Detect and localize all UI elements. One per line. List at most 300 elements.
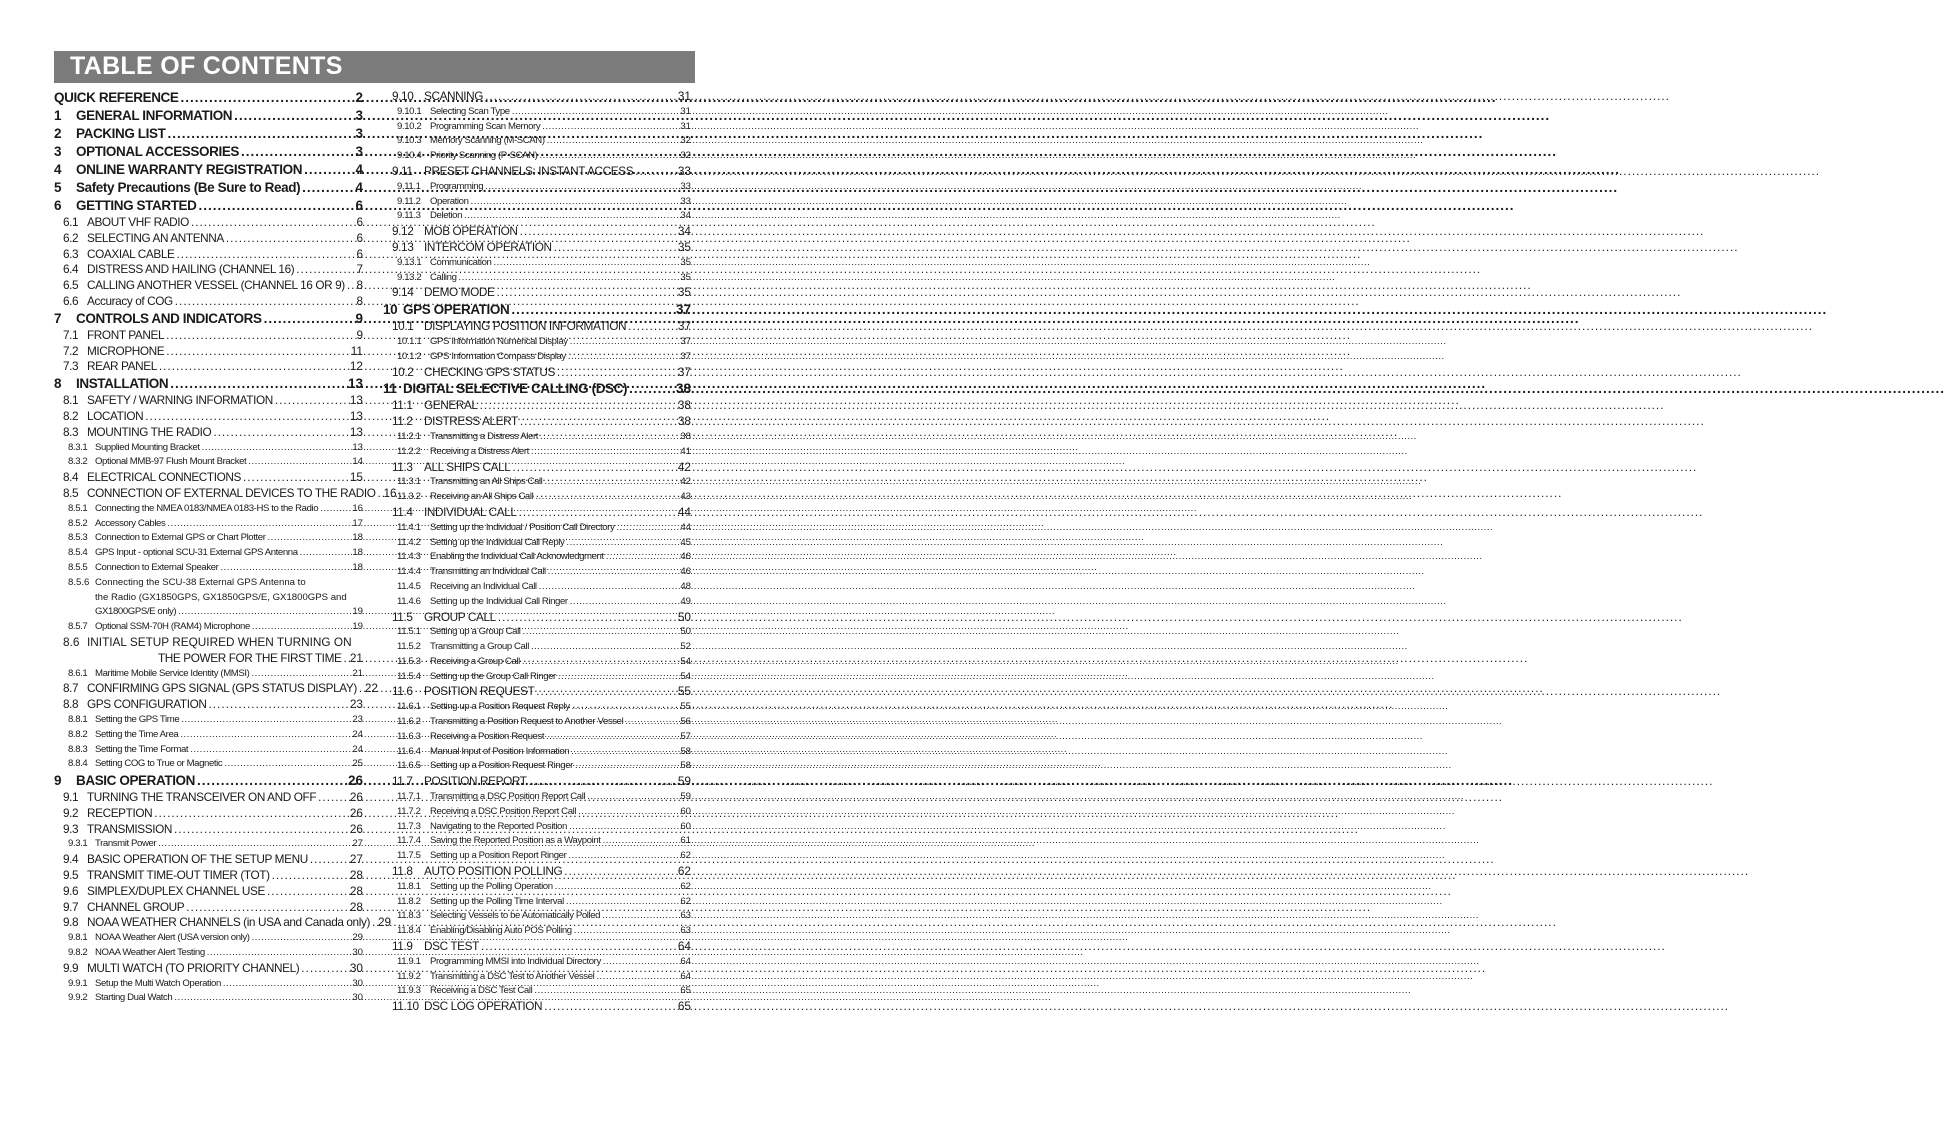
section-title: Starting Dual Watch	[95, 992, 173, 1004]
dot-leader	[512, 105, 679, 120]
page-number: 33	[680, 180, 691, 192]
toc-entry[interactable]	[383, 595, 691, 610]
toc-entry[interactable]	[383, 984, 691, 999]
toc-entry[interactable]	[383, 700, 691, 715]
dot-leader	[539, 149, 678, 164]
entry-label	[68, 743, 188, 758]
dot-leader	[628, 319, 676, 335]
section-number: 9.13.2	[397, 271, 422, 283]
toc-entry[interactable]	[383, 195, 691, 210]
toc-entry[interactable]	[54, 278, 363, 294]
toc-entry[interactable]	[54, 441, 363, 456]
dot-leader	[320, 502, 350, 517]
dot-leader	[377, 486, 381, 502]
entry-label	[392, 224, 518, 240]
toc-entry[interactable]	[54, 231, 363, 247]
toc-entry[interactable]	[54, 161, 363, 179]
section-title: Manual Input of Position Information	[430, 745, 570, 757]
toc-entry[interactable]	[54, 681, 378, 697]
entry-label	[63, 915, 370, 931]
dot-leader	[544, 475, 678, 490]
toc-entry[interactable]	[383, 640, 691, 655]
section-title: BASIC OPERATION OF THE SETUP MENU	[87, 852, 308, 867]
page-number: 54	[680, 655, 691, 667]
toc-entry[interactable]	[383, 565, 691, 580]
section-title: Transmitting a Distress Alert	[430, 430, 538, 442]
entry-label	[397, 490, 533, 505]
page-number: 42	[677, 459, 691, 474]
page-number: 46	[680, 566, 691, 578]
toc-entry[interactable]	[383, 730, 691, 745]
dot-leader	[493, 256, 678, 271]
toc-entry[interactable]	[54, 667, 363, 682]
toc-entry[interactable]	[54, 728, 363, 743]
section-number: 11.9.1	[397, 955, 421, 967]
section-title: Selecting Scan Type	[430, 105, 510, 117]
entry-label	[397, 670, 556, 685]
dot-leader	[603, 834, 679, 849]
section-title: GROUP CALL	[424, 609, 496, 624]
entry-label	[68, 620, 250, 635]
toc-entry[interactable]	[54, 107, 363, 125]
section-number: 7.1	[63, 327, 79, 342]
section-title: COAXIAL CABLE	[87, 246, 175, 261]
page-number: 37	[677, 319, 691, 334]
page-number: 59	[680, 791, 691, 803]
dot-leader	[343, 651, 347, 667]
entry-label	[95, 591, 347, 606]
section-number: 11.5.1	[397, 626, 421, 638]
page-number: 62	[680, 895, 691, 907]
toc-entry[interactable]	[383, 164, 691, 180]
toc-entry[interactable]	[383, 550, 691, 565]
page-number: 23	[349, 697, 363, 712]
section-number: 11.4.1	[397, 521, 421, 533]
toc-entry[interactable]	[54, 262, 363, 278]
toc-entry[interactable]	[383, 820, 691, 835]
toc-entry[interactable]	[383, 180, 691, 195]
page-number: 13	[347, 376, 363, 392]
toc-entry[interactable]	[54, 757, 363, 772]
toc-entry[interactable]	[54, 197, 363, 215]
entry-label	[397, 955, 601, 970]
dot-leader	[602, 909, 678, 924]
toc-entry[interactable]	[54, 697, 363, 713]
page-number: 24	[352, 728, 363, 740]
toc-entry[interactable]	[383, 380, 691, 398]
page-number: 7	[356, 262, 363, 277]
toc-entry[interactable]	[383, 580, 691, 595]
toc-entry[interactable]	[54, 915, 392, 931]
page-number: 25	[352, 758, 363, 770]
entry-label	[397, 580, 537, 595]
section-title: Supplied Mounting Bracket	[95, 441, 200, 453]
section-number: 11.8	[392, 864, 413, 879]
toc-entry[interactable]	[54, 546, 363, 561]
dot-leader	[159, 359, 348, 375]
page-number: 16	[352, 502, 363, 514]
dot-leader	[544, 999, 676, 1015]
section-number: 11.4.6	[397, 595, 421, 607]
toc-entry[interactable]	[383, 955, 691, 970]
toc-entry[interactable]	[54, 215, 363, 231]
section-title: DSC TEST	[424, 939, 479, 954]
section-title: Setting up the Polling Operation	[430, 880, 553, 892]
toc-entry[interactable]	[383, 105, 691, 120]
entry-label	[63, 868, 270, 884]
entry-label	[397, 655, 520, 670]
section-title: Maritime Mobile Service Identity (MMSI)	[95, 667, 250, 679]
entry-label	[68, 455, 246, 470]
toc-entry[interactable]	[383, 759, 691, 774]
entry-label	[397, 120, 540, 135]
section-number: 9.3	[63, 821, 79, 836]
entry-label	[54, 89, 179, 107]
toc-entry[interactable]	[54, 561, 363, 576]
toc-entry[interactable]	[383, 670, 691, 685]
section-number: 11.6.2	[397, 716, 421, 728]
dot-leader	[197, 772, 346, 790]
section-number: 6.5	[63, 278, 79, 293]
section-title: INITIAL SETUP REQUIRED WHEN TURNING ON	[87, 634, 352, 649]
toc-entry[interactable]	[383, 715, 691, 730]
dot-leader	[359, 681, 363, 697]
toc-entry[interactable]	[54, 485, 397, 502]
toc-entry[interactable]	[54, 620, 363, 635]
section-number: 10	[383, 302, 398, 318]
section-number: 11.6.3	[397, 730, 421, 742]
entry-label	[63, 852, 308, 868]
toc-entry[interactable]	[383, 224, 691, 240]
dot-leader	[568, 350, 679, 365]
section-number: 8	[54, 376, 62, 392]
section-title: CONNECTION OF EXTERNAL DEVICES TO THE RADIO	[87, 485, 376, 500]
toc-entry[interactable]	[383, 745, 691, 760]
section-title: QUICK REFERENCE	[54, 90, 179, 105]
toc-entry[interactable]	[383, 120, 691, 135]
dot-leader	[166, 344, 348, 360]
dot-leader	[480, 398, 676, 414]
toc-entry[interactable]	[383, 89, 691, 105]
dot-leader	[587, 790, 678, 805]
toc-entry[interactable]	[383, 209, 691, 224]
entry-label	[397, 849, 566, 864]
dot-leader	[603, 955, 678, 970]
toc-entry[interactable]	[54, 852, 363, 868]
toc-entry[interactable]	[54, 344, 363, 360]
toc-entry[interactable]	[383, 350, 691, 365]
toc-entry[interactable]	[383, 805, 691, 820]
entry-label	[397, 730, 544, 745]
dot-leader	[302, 179, 353, 197]
section-number: 11.9.3	[397, 985, 421, 997]
page-number: 21	[352, 667, 363, 679]
section-number: 8.4	[63, 470, 79, 485]
section-number: 2	[54, 126, 62, 141]
page-number: 29	[377, 915, 392, 930]
toc-entry[interactable]	[54, 977, 363, 992]
dot-leader	[531, 640, 678, 655]
dot-leader	[207, 946, 351, 961]
entry-label	[63, 359, 157, 375]
page-number: 55	[680, 701, 691, 713]
dot-leader	[301, 961, 348, 977]
section-number: 9.5	[63, 868, 79, 883]
entry-label	[397, 745, 569, 760]
section-number: 7.2	[63, 343, 79, 358]
dot-leader	[546, 730, 678, 745]
toc-entry[interactable]	[54, 328, 363, 344]
toc-entry[interactable]	[383, 505, 691, 521]
toc-entry[interactable]	[54, 591, 363, 606]
section-title: PRESET CHANNELS: INSTANT ACCESS	[424, 163, 634, 178]
section-number: 8.3.2	[68, 456, 88, 468]
dot-leader	[616, 521, 678, 536]
page-number: 32	[680, 150, 691, 162]
section-title: Saving the Reported Position as a Waypoint	[430, 835, 601, 847]
section-title: OPTIONAL ACCESSORIES	[76, 144, 240, 159]
page-number: 13	[352, 441, 363, 453]
section-title: Receiving a DSC Test Call	[430, 985, 533, 997]
dot-leader	[531, 445, 678, 460]
section-title: CHANNEL GROUP	[87, 899, 185, 914]
section-number: 7	[54, 310, 62, 326]
section-title: INSTALLATION	[76, 376, 169, 392]
entry-label	[392, 414, 518, 430]
section-title: Connection to External Speaker	[95, 561, 219, 573]
toc-entry[interactable]	[54, 961, 363, 977]
page-number: 30	[352, 977, 363, 989]
dot-leader	[535, 490, 678, 505]
toc-entry[interactable]	[383, 895, 691, 910]
toc-entry[interactable]	[54, 375, 363, 393]
section-number: 11.4.5	[397, 580, 421, 592]
page-title: TABLE OF CONTENTS	[70, 52, 343, 80]
section-number: 10.1	[392, 319, 414, 334]
section-number: 8.8.1	[68, 713, 88, 725]
toc-entry[interactable]	[54, 931, 363, 946]
toc-entry[interactable]	[383, 285, 691, 301]
toc-entry[interactable]	[383, 834, 691, 849]
toc-entry[interactable]	[54, 470, 363, 486]
toc-entry[interactable]	[383, 790, 691, 805]
toc-entry[interactable]	[54, 517, 363, 532]
dot-leader	[186, 900, 348, 916]
page-number: 3	[355, 144, 363, 159]
page-number: 49	[680, 595, 691, 607]
toc-entry[interactable]	[383, 460, 691, 476]
toc-entry[interactable]	[54, 790, 363, 806]
toc-entry[interactable]	[383, 536, 691, 551]
dot-leader	[234, 107, 353, 125]
toc-entry[interactable]	[383, 521, 691, 536]
toc-entry[interactable]	[383, 849, 691, 864]
toc-entry[interactable]	[383, 414, 691, 430]
section-number: 9.8.1	[68, 932, 88, 944]
entry-label	[392, 398, 478, 414]
toc-entry[interactable]	[54, 125, 363, 143]
toc-entry[interactable]	[54, 425, 363, 441]
entry-label	[383, 301, 509, 319]
page-number: 13	[349, 393, 363, 408]
toc-entry[interactable]	[54, 743, 363, 758]
toc-entry[interactable]	[54, 605, 363, 620]
page-number: 37	[675, 302, 691, 318]
dot-leader	[464, 209, 678, 224]
toc-entry[interactable]	[54, 409, 363, 425]
entry-label	[68, 991, 172, 1006]
toc-entry[interactable]	[54, 635, 363, 651]
toc-entry[interactable]	[54, 837, 363, 852]
section-number: 8.5.4	[68, 547, 88, 559]
dot-leader	[243, 470, 348, 486]
section-number: 8.5	[63, 485, 79, 500]
page-number: 3	[355, 126, 363, 141]
page-number: 58	[680, 760, 691, 772]
toc-entry[interactable]	[383, 365, 691, 381]
section-number: 11.3	[392, 459, 413, 474]
toc-entry[interactable]	[383, 880, 691, 895]
entry-label	[63, 822, 172, 838]
section-title: Programming MMSI into Individual Directory	[430, 955, 601, 967]
page-number: 23	[352, 713, 363, 725]
section-title: Setting up a Position Report Ringer	[430, 850, 567, 862]
page-number: 13	[349, 408, 363, 423]
dot-leader	[570, 595, 679, 610]
entry-label	[68, 713, 179, 728]
toc-entry[interactable]	[54, 179, 363, 197]
section-title: DIGITAL SELECTIVE CALLING (DSC)	[403, 381, 628, 397]
toc-entry[interactable]	[54, 502, 363, 517]
toc-entry[interactable]	[383, 864, 691, 880]
entry-label	[54, 197, 197, 215]
section-title: DISTRESS ALERT	[424, 414, 518, 429]
dot-leader	[191, 215, 355, 231]
page-number: 42	[680, 476, 691, 488]
dot-leader	[251, 667, 350, 682]
toc-entry[interactable]	[54, 310, 363, 328]
toc-entry[interactable]	[383, 970, 691, 985]
toc-entry[interactable]	[383, 939, 691, 955]
entry-label	[397, 880, 553, 895]
toc-entry[interactable]	[383, 256, 691, 271]
page-number: 19	[352, 606, 363, 618]
entry-label	[397, 350, 566, 365]
toc-entry[interactable]	[383, 909, 691, 924]
toc-entry[interactable]	[54, 651, 363, 667]
toc-entry[interactable]	[383, 610, 691, 626]
section-number: 9.10.3	[397, 135, 422, 147]
toc-entry[interactable]	[54, 359, 363, 375]
toc-entry[interactable]	[54, 455, 363, 470]
toc-entry[interactable]	[383, 445, 691, 460]
toc-entry[interactable]	[54, 393, 363, 409]
page-number: 58	[680, 745, 691, 757]
entry-label	[63, 635, 352, 651]
section-number: 9.3.1	[68, 838, 88, 850]
toc-entry[interactable]	[54, 576, 363, 591]
toc-entry[interactable]	[383, 240, 691, 256]
toc-entry[interactable]	[54, 884, 363, 900]
toc-entry[interactable]	[54, 946, 363, 961]
toc-entry[interactable]	[383, 301, 691, 319]
section-number: 9.13	[392, 239, 414, 254]
section-title: Transmitting an All Ships Call	[430, 476, 543, 488]
section-title: SAFETY / WARNING INFORMATION	[87, 393, 273, 408]
toc-entry[interactable]	[54, 822, 363, 838]
dot-leader	[264, 310, 354, 328]
section-title: SIMPLEX/DUPLEX CHANNEL USE	[87, 883, 265, 898]
toc-entry[interactable]	[383, 475, 691, 490]
section-number: 6.6	[63, 293, 79, 308]
toc-entry[interactable]	[54, 991, 363, 1006]
toc-entry[interactable]	[54, 247, 363, 263]
entry-label	[63, 681, 357, 697]
toc-entry[interactable]	[54, 531, 363, 546]
section-number: 8.6	[63, 634, 80, 649]
toc-entry[interactable]	[54, 143, 363, 161]
toc-entry[interactable]	[383, 335, 691, 350]
section-number: 11.2.2	[397, 445, 421, 457]
page-number: 6	[355, 198, 363, 213]
section-number: 11.5.4	[397, 670, 421, 682]
toc-entry[interactable]	[383, 430, 691, 445]
toc-entry[interactable]	[383, 625, 691, 640]
toc-entry[interactable]	[383, 134, 691, 149]
toc-entry[interactable]	[383, 398, 691, 414]
section-title: Setting up the Individual / Position Call Directory	[430, 521, 615, 533]
dot-leader	[347, 278, 355, 294]
toc-entry[interactable]	[54, 772, 363, 790]
toc-entry[interactable]	[383, 924, 691, 939]
toc-entry[interactable]	[383, 490, 691, 505]
dot-leader	[575, 759, 678, 774]
page-number: 26	[349, 821, 363, 836]
entry-label	[397, 834, 601, 849]
section-number: 8.8.3	[68, 743, 88, 755]
entry-label	[397, 970, 594, 985]
toc-entry[interactable]	[383, 149, 691, 164]
page-number: 62	[680, 850, 691, 862]
toc-entry[interactable]	[383, 684, 691, 700]
toc-entry[interactable]	[54, 900, 363, 916]
page-number: 37	[680, 335, 691, 347]
section-title: Transmitting a Group Call	[430, 641, 529, 653]
toc-entry[interactable]	[54, 806, 363, 822]
toc-entry[interactable]	[54, 294, 363, 310]
toc-entry[interactable]	[54, 713, 363, 728]
page-number: 55	[677, 684, 691, 699]
toc-entry[interactable]	[383, 271, 691, 286]
toc-entry[interactable]	[383, 319, 691, 335]
toc-entry[interactable]	[383, 655, 691, 670]
toc-entry[interactable]	[383, 999, 691, 1015]
toc-entry[interactable]	[54, 89, 363, 107]
section-number: 10.1.2	[397, 350, 422, 362]
section-number: 8.8	[63, 697, 79, 712]
section-title: Setting up a Position Request Reply	[430, 701, 570, 713]
section-number: 9.14	[392, 285, 414, 300]
toc-entry[interactable]	[383, 774, 691, 790]
toc-entry[interactable]	[54, 868, 363, 884]
section-number: 11.4.3	[397, 551, 421, 563]
entry-label	[68, 977, 221, 992]
section-number: 11.4.4	[397, 566, 421, 578]
dot-leader	[570, 335, 679, 350]
dot-leader	[181, 713, 350, 728]
page-number: 11	[350, 343, 363, 358]
section-title: Operation	[430, 195, 469, 207]
